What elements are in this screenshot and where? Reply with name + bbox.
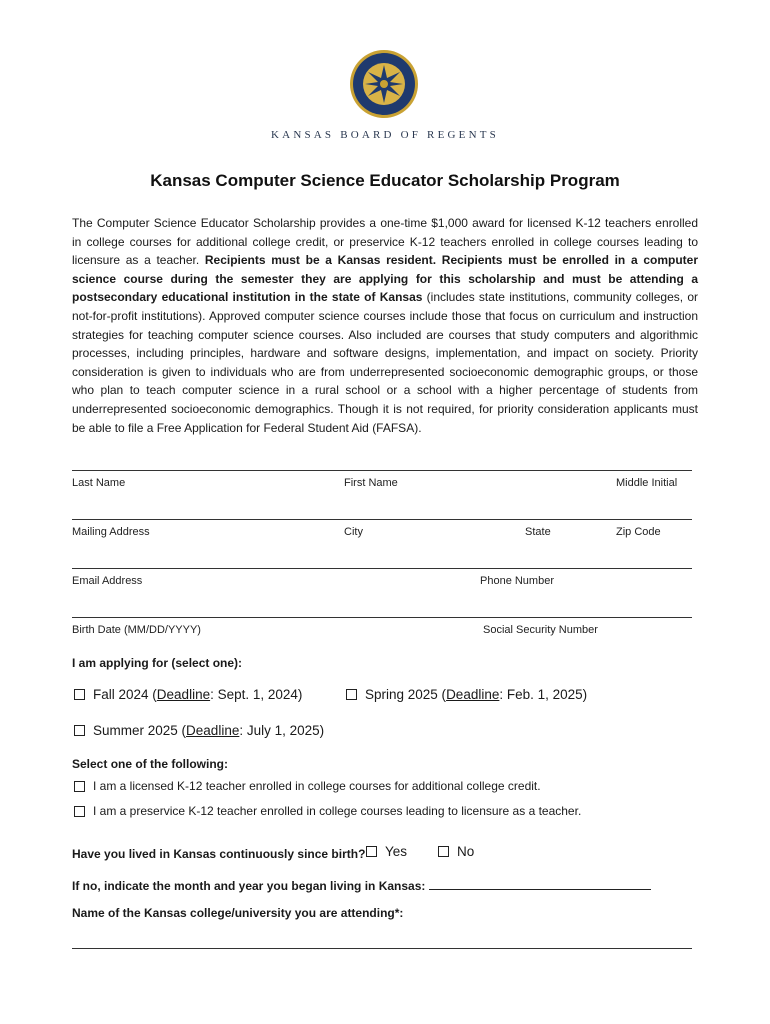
birth-date-label: Birth Date (MM/DD/YYYY) [72, 624, 201, 636]
college-question: Name of the Kansas college/university you are attending*: [72, 906, 404, 920]
fall-deadline-date: : Sept. 1, 2024) [210, 687, 303, 702]
licensed-teacher-checkbox[interactable] [74, 781, 85, 792]
zip-code-label: Zip Code [616, 526, 661, 538]
preservice-teacher-text: I am a preservice K-12 teacher enrolled in college courses leading to licensure as a teacher. [93, 804, 582, 818]
residency-question: Have you lived in Kansas continuously since birth? [72, 847, 366, 861]
fall-2024-option[interactable] [74, 687, 302, 702]
fall-2024-checkbox[interactable] [74, 689, 85, 700]
summer-term-text: Summer 2025 ( [93, 723, 187, 738]
spring-deadline-word: Deadline [446, 687, 500, 702]
ssn-label: Social Security Number [483, 624, 598, 636]
residency-start-blank[interactable] [429, 877, 651, 890]
summer-deadline-date: : July 1, 2025) [239, 723, 325, 738]
spring-2025-option[interactable] [346, 687, 587, 702]
address-entry-line[interactable] [72, 519, 692, 520]
org-name: KANSAS BOARD OF REGENTS [271, 129, 499, 141]
residency-start-question [72, 877, 651, 893]
applying-for-question: I am applying for (select one): [72, 656, 243, 670]
spring-2025-checkbox[interactable] [346, 689, 357, 700]
board-of-regents-seal-logo [349, 49, 419, 119]
intro-text-2: (includes state institutions, community colleges, or not-for-profit institutions). Approved computer science courses include those that focus on curriculum and instruction strategies for teaching computer science courses. Also included are courses that study computers and algorithmic processes, including principles, hardware and software designs, implementation, and impact on society. Priority consideration is given to individuals who are from underrepresented socioeconomic demographic groups, or those who plan to teach computer science in a rural school or a school with a higher percentage of students from underrepresented socioeconomic demographics. Though it is not required, for priority consideration applicants must be able to file a Free Application for Federal Student Aid (FAFSA). [72, 290, 698, 435]
email-address-label: Email Address [72, 575, 143, 587]
last-name-label: Last Name [72, 477, 126, 489]
intro-paragraph [72, 214, 698, 437]
preservice-teacher-checkbox[interactable] [74, 806, 85, 817]
fall-deadline-word: Deadline [156, 687, 211, 702]
preservice-teacher-option[interactable] [74, 804, 581, 818]
birth-ssn-entry-line[interactable] [72, 617, 692, 618]
phone-number-label: Phone Number [480, 575, 554, 587]
mailing-address-label: Mailing Address [72, 526, 150, 538]
intro-text-1: The Computer Science Educator Scholarship provides a one-time $1,000 award for licensed K-12 teachers enrolled in college courses for additional college credit, or preservice K-12 teachers enrolled in college courses leading to licensure as a teacher. [72, 216, 698, 268]
residency-no-checkbox[interactable] [438, 846, 449, 857]
middle-initial-label: Middle Initial [616, 477, 678, 489]
name-entry-line[interactable] [72, 470, 692, 471]
licensed-teacher-text: I am a licensed K-12 teacher enrolled in college courses for additional college credit. [93, 779, 541, 793]
college-entry-line[interactable] [72, 948, 692, 949]
summer-2025-checkbox[interactable] [74, 725, 85, 736]
spring-deadline-date: : Feb. 1, 2025) [499, 687, 588, 702]
first-name-label: First Name [344, 477, 398, 489]
fall-term-text: Fall 2024 ( [93, 687, 157, 702]
residency-yes-option[interactable] [366, 844, 407, 859]
state-label: State [525, 526, 551, 538]
teacher-status-question: Select one of the following: [72, 757, 228, 771]
spring-term-text: Spring 2025 ( [365, 687, 447, 702]
contact-entry-line[interactable] [72, 568, 692, 569]
licensed-teacher-option[interactable] [74, 779, 541, 793]
summer-deadline-word: Deadline [186, 723, 240, 738]
intro-requirements: Recipients must be a Kansas resident. Recipients must be enrolled in a computer science course during the semester they are applying for this scholarship and must be attending a postsecondary educational institution in the state of Kansas [72, 253, 699, 305]
residency-yes-label: Yes [385, 844, 408, 859]
residency-start-text: If no, indicate the month and year you began living in Kansas: [72, 879, 426, 893]
residency-no-option[interactable] [438, 844, 474, 859]
summer-2025-option[interactable] [74, 723, 324, 738]
residency-no-label: No [457, 844, 475, 859]
residency-yes-checkbox[interactable] [366, 846, 377, 857]
city-label: City [344, 526, 363, 538]
page-title: Kansas Computer Science Educator Scholarship Program [150, 171, 620, 190]
